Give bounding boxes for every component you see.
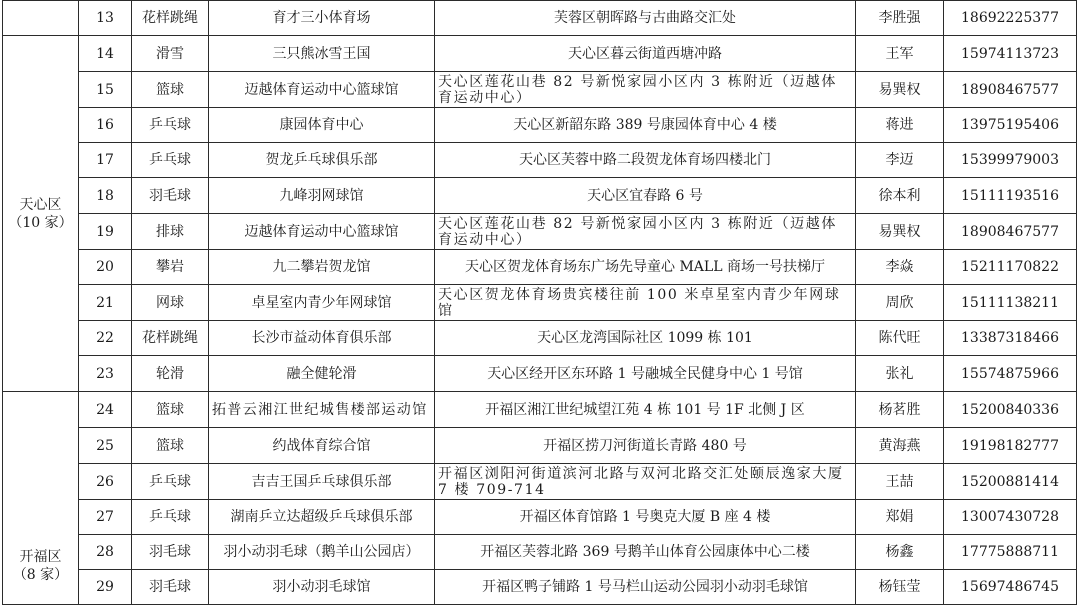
- district-name: 开福区: [19, 549, 62, 565]
- venue-cell: 湖南乒立达超级乒乓球俱乐部: [209, 500, 435, 535]
- venue-cell: 羽小动羽毛球（鹅羊山公园店）: [209, 535, 435, 570]
- phone-cell: 13975195406: [944, 108, 1077, 143]
- phone-cell: 17775888711: [944, 535, 1077, 570]
- address-cell: 天心区新韶东路 389 号康园体育中心 4 楼: [435, 108, 856, 143]
- venue-cell: 九峰羽网球馆: [209, 178, 435, 214]
- phone-cell: 18908467577: [944, 214, 1077, 250]
- sport-cell: 羽毛球: [132, 535, 209, 570]
- venue-cell: 迈越体育运动中心篮球馆: [209, 214, 435, 250]
- district-count: （8 家）: [12, 567, 69, 583]
- phone-cell: 13007430728: [944, 500, 1077, 535]
- row-number: 28: [79, 535, 132, 570]
- address-cell: 天心区莲花山巷 82 号新悦家园小区内 3 栋附近（迈越体育运动中心）: [435, 214, 856, 250]
- sport-cell: 轮滑: [132, 356, 209, 392]
- contact-cell: 蒋进: [856, 108, 944, 143]
- row-number: 27: [79, 500, 132, 535]
- table-row: [3, 392, 1077, 428]
- row-number: 17: [79, 143, 132, 178]
- contact-cell: 徐本利: [856, 178, 944, 214]
- contact-cell: 杨茗胜: [856, 392, 944, 428]
- phone-cell: 15399979003: [944, 143, 1077, 178]
- address-cell: 开福区芙蓉北路 369 号鹅羊山体育公园康体中心二楼: [435, 535, 856, 570]
- phone-cell: 15697486745: [944, 570, 1077, 605]
- row-number: 23: [79, 356, 132, 392]
- sport-cell: 乒乓球: [132, 143, 209, 178]
- venue-cell: 三只熊冰雪王国: [209, 36, 435, 72]
- table-row: [3, 108, 1077, 143]
- table-row: [3, 143, 1077, 178]
- table-row: [3, 178, 1077, 214]
- phone-cell: 15111193516: [944, 178, 1077, 214]
- venue-cell: 拓普云湘江世纪城售楼部运动馆: [209, 392, 435, 428]
- venue-cell: 贺龙乒乓球俱乐部: [209, 143, 435, 178]
- venue-cell: 约战体育综合馆: [209, 428, 435, 464]
- contact-cell: 易巽权: [856, 72, 944, 108]
- contact-cell: 李胜强: [856, 1, 944, 36]
- table-row: [3, 321, 1077, 356]
- venue-cell: 迈越体育运动中心篮球馆: [209, 72, 435, 108]
- address-cell: 天心区暮云街道西塘冲路: [435, 36, 856, 72]
- address-cell: 天心区莲花山巷 82 号新悦家园小区内 3 栋附近（迈越体育运动中心）: [435, 72, 856, 108]
- venue-cell: 长沙市益动体育俱乐部: [209, 321, 435, 356]
- sport-cell: 篮球: [132, 428, 209, 464]
- table-row: [3, 570, 1077, 605]
- contact-cell: 王喆: [856, 464, 944, 500]
- row-number: 22: [79, 321, 132, 356]
- sport-cell: 羽毛球: [132, 178, 209, 214]
- address-cell: 开福区捞刀河街道长青路 480 号: [435, 428, 856, 464]
- contact-cell: 黄海燕: [856, 428, 944, 464]
- address-cell: 天心区贺龙体育场贵宾楼往前 100 米卓星室内青少年网球馆: [435, 285, 856, 321]
- phone-cell: 15974113723: [944, 36, 1077, 72]
- venue-cell: 融全健轮滑: [209, 356, 435, 392]
- address-cell: 芙蓉区朝晖路与古曲路交汇处: [435, 1, 856, 36]
- contact-cell: 王军: [856, 36, 944, 72]
- phone-cell: 15211170822: [944, 250, 1077, 285]
- phone-cell: 15574875966: [944, 356, 1077, 392]
- venue-table: [2, 0, 1077, 605]
- table-row: [3, 285, 1077, 321]
- district-cell-continued: [3, 1, 79, 36]
- sport-cell: 花样跳绳: [132, 1, 209, 36]
- row-number: 16: [79, 108, 132, 143]
- phone-cell: 15200881414: [944, 464, 1077, 500]
- row-number: 18: [79, 178, 132, 214]
- row-number: 29: [79, 570, 132, 605]
- table-row: [3, 250, 1077, 285]
- venue-cell: 羽小动羽毛球馆: [209, 570, 435, 605]
- sport-cell: 乒乓球: [132, 500, 209, 535]
- address-cell: 开福区湘江世纪城望江苑 4 栋 101 号 1F 北侧 J 区: [435, 392, 856, 428]
- venue-cell: 卓星室内青少年网球馆: [209, 285, 435, 321]
- table-row: [3, 356, 1077, 392]
- row-number: 15: [79, 72, 132, 108]
- table-row: [3, 214, 1077, 250]
- contact-cell: 杨鑫: [856, 535, 944, 570]
- address-cell: 天心区宜春路 6 号: [435, 178, 856, 214]
- sport-cell: 排球: [132, 214, 209, 250]
- row-number: 24: [79, 392, 132, 428]
- contact-cell: 陈代旺: [856, 321, 944, 356]
- row-number: 21: [79, 285, 132, 321]
- phone-cell: 19198182777: [944, 428, 1077, 464]
- phone-cell: 18692225377: [944, 1, 1077, 36]
- district-cell-tianxin: [3, 36, 79, 392]
- sport-cell: 乒乓球: [132, 464, 209, 500]
- address-cell: 天心区龙湾国际社区 1099 栋 101: [435, 321, 856, 356]
- district-name: 天心区: [19, 196, 62, 213]
- contact-cell: 郑娟: [856, 500, 944, 535]
- table-row: [3, 36, 1077, 72]
- sport-cell: 篮球: [132, 72, 209, 108]
- phone-cell: 13387318466: [944, 321, 1077, 356]
- sport-cell: 篮球: [132, 392, 209, 428]
- venue-cell: 九二攀岩贺龙馆: [209, 250, 435, 285]
- phone-cell: 18908467577: [944, 72, 1077, 108]
- table-row: [3, 464, 1077, 500]
- sport-cell: 网球: [132, 285, 209, 321]
- address-cell: 开福区体育馆路 1 号奥克大厦 B 座 4 楼: [435, 500, 856, 535]
- contact-cell: 易巽权: [856, 214, 944, 250]
- phone-cell: 15200840336: [944, 392, 1077, 428]
- table-row: [3, 500, 1077, 535]
- venue-cell: 育才三小体育场: [209, 1, 435, 36]
- row-number: 14: [79, 36, 132, 72]
- table-row: [3, 535, 1077, 570]
- sport-cell: 滑雪: [132, 36, 209, 72]
- contact-cell: 李迈: [856, 143, 944, 178]
- table-row: [3, 428, 1077, 464]
- district-cell-kaifu: [3, 392, 79, 605]
- row-number: 13: [79, 1, 132, 36]
- venue-cell: 康园体育中心: [209, 108, 435, 143]
- district-count: （10 家）: [8, 214, 73, 231]
- address-cell: 开福区鸭子铺路 1 号马栏山运动公园羽小动羽毛球馆: [435, 570, 856, 605]
- contact-cell: 杨钰莹: [856, 570, 944, 605]
- contact-cell: 周欣: [856, 285, 944, 321]
- row-number: 25: [79, 428, 132, 464]
- address-cell: 天心区贺龙体育场东广场先导童心 MALL 商场一号扶梯厅: [435, 250, 856, 285]
- sport-cell: 花样跳绳: [132, 321, 209, 356]
- sport-cell: 羽毛球: [132, 570, 209, 605]
- phone-cell: 15111138211: [944, 285, 1077, 321]
- row-number: 20: [79, 250, 132, 285]
- sport-cell: 攀岩: [132, 250, 209, 285]
- contact-cell: 李焱: [856, 250, 944, 285]
- table-row: [3, 72, 1077, 108]
- sport-cell: 乒乓球: [132, 108, 209, 143]
- row-number: 19: [79, 214, 132, 250]
- venue-cell: 吉吉王国乒乓球俱乐部: [209, 464, 435, 500]
- address-cell: 开福区浏阳河街道滨河北路与双河北路交汇处颐辰逸家大厦 7 楼 709-714: [435, 464, 856, 500]
- table-row: [3, 1, 1077, 36]
- contact-cell: 张礼: [856, 356, 944, 392]
- address-cell: 天心区芙蓉中路二段贺龙体育场四楼北门: [435, 143, 856, 178]
- address-cell: 天心区经开区东环路 1 号融城全民健身中心 1 号馆: [435, 356, 856, 392]
- row-number: 26: [79, 464, 132, 500]
